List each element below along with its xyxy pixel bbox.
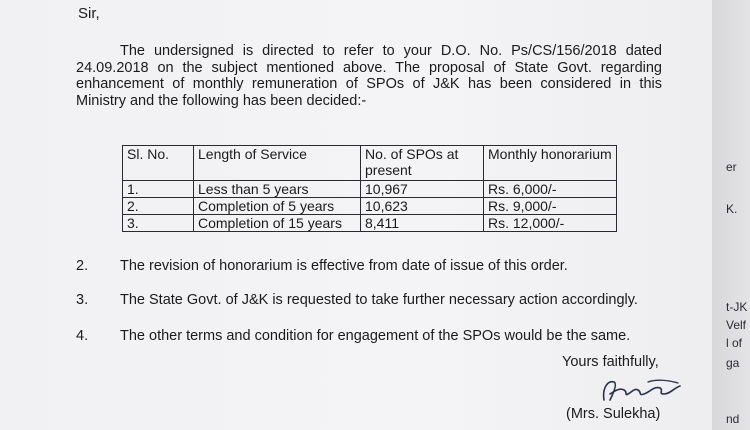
edge-fragment: t-JK (726, 300, 748, 314)
edge-fragment: er (726, 160, 737, 174)
cell-length-of-service: Completion of 5 years (194, 198, 361, 215)
spo-honorarium-table (122, 145, 617, 232)
header-monthly-honorarium: Monthly honorarium (484, 146, 617, 181)
cell-sl-no: 2. (123, 198, 194, 215)
paragraph-text: The other terms and condition for engagement of the SPOs would be the same. (120, 328, 631, 344)
header-sl-no: Sl. No. (123, 146, 194, 181)
cell-monthly-honorarium: Rs. 9,000/- (484, 198, 617, 215)
edge-fragment: Velf (726, 318, 747, 332)
opening-paragraph-text: The undersigned is directed to refer to your D.O. No. Ps/CS/156/2018 dated 24.09.2018 on the subject mentioned above. The proposal of State Govt. regarding enhancement of monthly remuneration of SPOs of J&K has been considered in this Ministry and the following has been decided:- (76, 43, 662, 109)
edge-fragment: K. (726, 202, 738, 216)
signer-name: (Mrs. Sulekha) (566, 406, 661, 422)
cell-no-of-spos: 10,623 (361, 198, 484, 215)
cell-length-of-service: Completion of 15 years (194, 215, 361, 232)
edge-fragment: ga (726, 356, 740, 370)
cell-monthly-honorarium: Rs. 12,000/- (484, 215, 617, 232)
header-no-of-spos: No. of SPOs at present (361, 146, 484, 181)
opening-paragraph (76, 43, 662, 109)
paragraph-number: 4. (76, 328, 89, 344)
table-row (123, 198, 617, 215)
closing: Yours faithfully, (562, 354, 659, 370)
cell-sl-no: 3. (123, 215, 194, 232)
paragraph-number: 3. (76, 292, 89, 308)
paragraph-text: The revision of honorarium is effective from date of issue of this order. (120, 258, 568, 274)
cell-no-of-spos: 8,411 (361, 215, 484, 232)
table-row (123, 181, 617, 198)
salutation: Sir, (78, 5, 100, 22)
cell-monthly-honorarium: Rs. 6,000/- (484, 181, 617, 198)
cell-sl-no: 1. (123, 181, 194, 198)
underlying-page (712, 0, 750, 430)
edge-fragment: l of (726, 336, 743, 350)
signature-icon (598, 374, 688, 408)
cell-length-of-service: Less than 5 years (194, 181, 361, 198)
table-header-row (123, 146, 617, 181)
paragraph-text: The State Govt. of J&K is requested to take further necessary action accordingly. (120, 292, 638, 308)
paragraph-number: 2. (76, 258, 89, 274)
edge-fragment: nd (726, 412, 740, 426)
table-row (123, 215, 617, 232)
cell-no-of-spos: 10,967 (361, 181, 484, 198)
header-length-of-service: Length of Service (194, 146, 361, 181)
